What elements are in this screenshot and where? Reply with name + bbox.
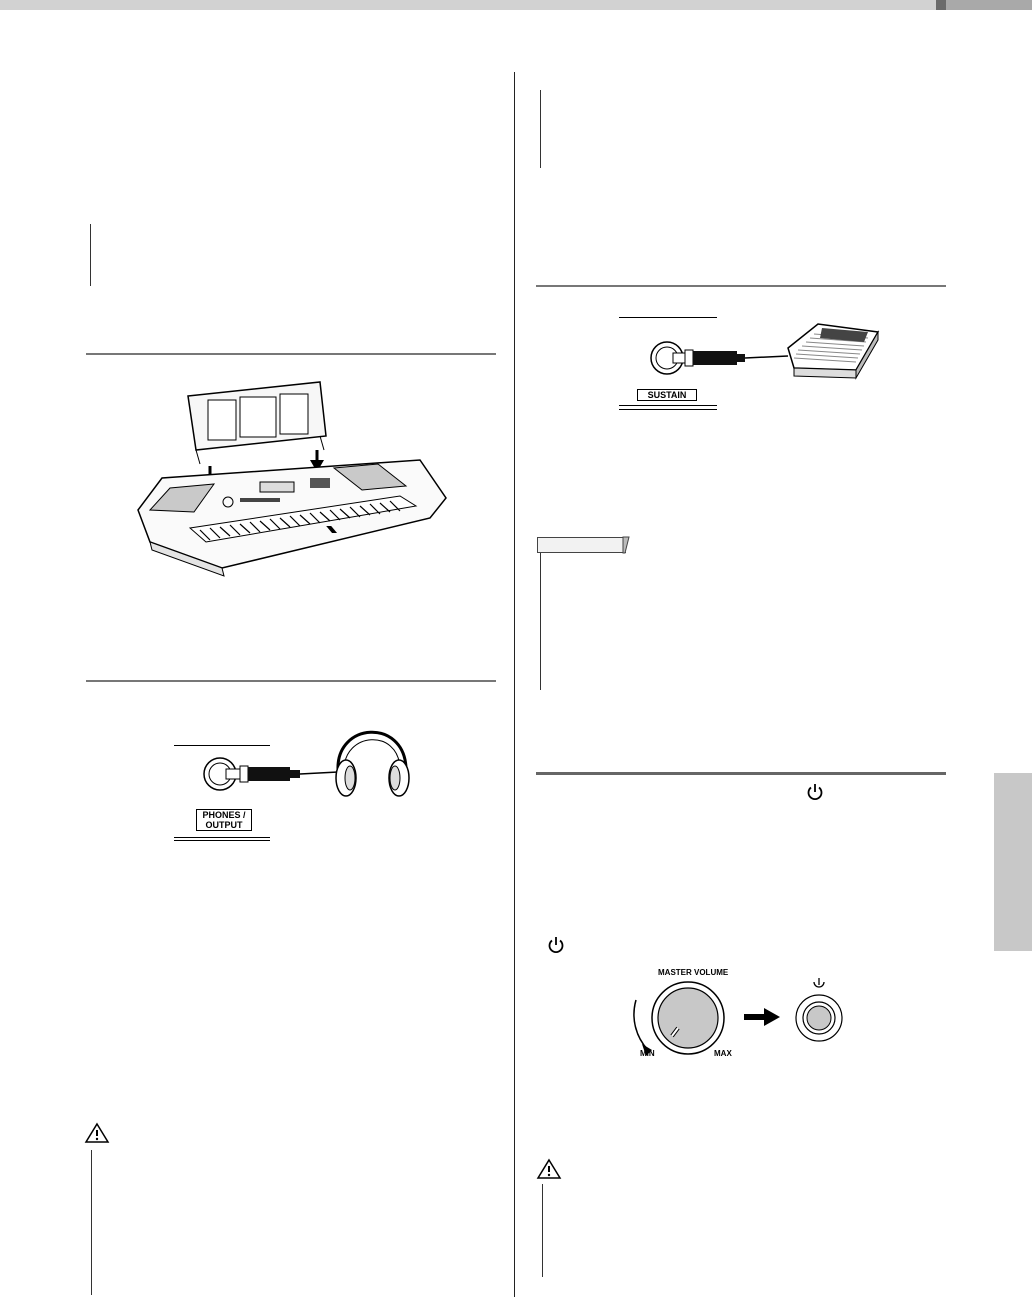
master-volume-knob bbox=[640, 978, 736, 1058]
power-icon bbox=[806, 783, 824, 801]
caution-bar-left bbox=[91, 1150, 92, 1295]
phones-label-line2: OUTPUT bbox=[205, 820, 243, 830]
page-top-bar bbox=[0, 0, 1032, 10]
section-rule-footswitch bbox=[536, 285, 946, 287]
note-bar-left-1 bbox=[90, 224, 91, 286]
music-rest-keyboard-illustration bbox=[130, 378, 450, 578]
section-rule-music-rest bbox=[86, 353, 496, 355]
note-tag bbox=[537, 537, 626, 553]
sustain-panel-bottom-line-2 bbox=[619, 409, 717, 410]
caution-triangle-icon bbox=[84, 1122, 110, 1144]
caution-bar-right bbox=[542, 1184, 543, 1277]
caution-triangle-icon bbox=[536, 1158, 562, 1180]
min-label: MIN bbox=[640, 1049, 655, 1058]
section-rule-power bbox=[536, 772, 946, 775]
column-divider bbox=[514, 72, 515, 1297]
note-bar-right-1 bbox=[540, 90, 541, 168]
section-rule-headphones bbox=[86, 680, 496, 682]
page-top-bar-end bbox=[946, 0, 1032, 10]
phones-output-label bbox=[196, 809, 252, 831]
note-tag-fold bbox=[623, 537, 631, 553]
phones-label-line1: PHONES / bbox=[202, 810, 246, 820]
sustain-jack-footswitch-illustration bbox=[642, 318, 882, 388]
phones-jack-headphones-illustration bbox=[196, 712, 416, 802]
master-volume-label: MASTER VOLUME bbox=[658, 968, 729, 977]
sustain-label: SUSTAIN bbox=[637, 389, 697, 401]
phones-panel-bottom-line-2 bbox=[174, 840, 270, 841]
power-icon bbox=[547, 936, 565, 954]
phones-panel-bottom-line-1 bbox=[174, 837, 270, 838]
power-switch-illustration bbox=[794, 978, 846, 1042]
chapter-side-tab bbox=[994, 773, 1032, 951]
sustain-panel-bottom-line-1 bbox=[619, 405, 717, 406]
note-bar-right-2 bbox=[540, 553, 541, 690]
page-top-bar-marker bbox=[936, 0, 946, 10]
arrow-right-icon bbox=[744, 1008, 780, 1026]
max-label: MAX bbox=[714, 1049, 732, 1058]
